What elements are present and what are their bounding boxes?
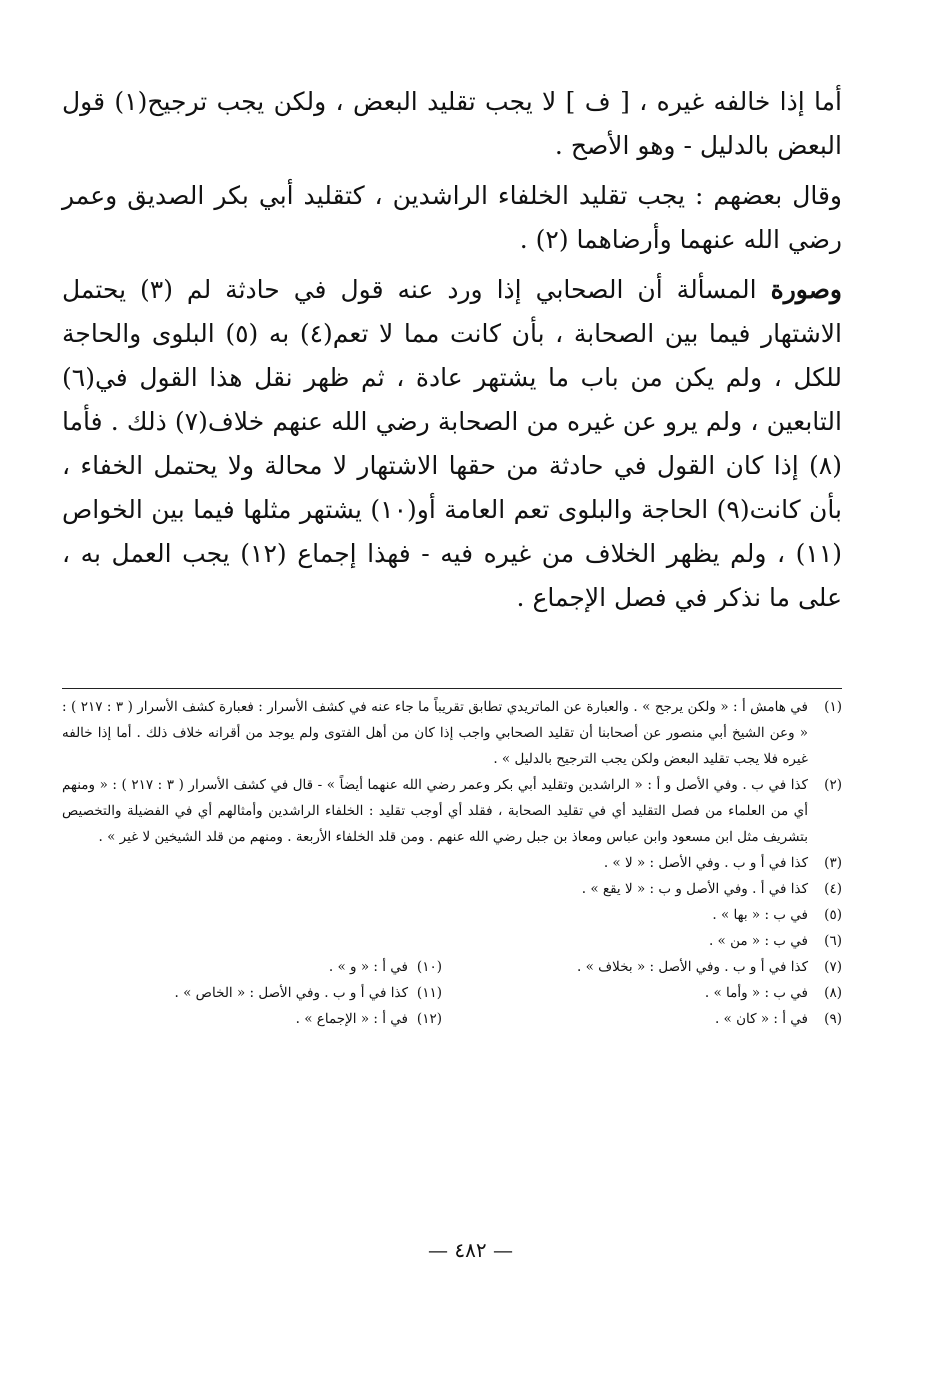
footnote-text: في أ : « كان » .: [714, 1011, 808, 1027]
paragraph-2: [62, 174, 842, 262]
footnote-number: (٦): [824, 933, 842, 949]
footnote-number: (١٢): [416, 1011, 442, 1027]
page-number: — ٤٨٢ —: [428, 1238, 513, 1262]
footnote-text: في ب : « من » .: [708, 933, 808, 949]
footnote-text: في ب : « بها » .: [712, 907, 808, 923]
footnotes-two-column: [62, 954, 842, 1032]
footnote-text: كذا في ب . وفي الأصل و أ : « الراشدين وتقليد أبي بكر وعمر رضي الله عنهما أيضاً » - قال في كشف الأسرار ( ٣ : ٢١٧ ) : « ومنهم أي من العلماء من فصل التقليد أي في تقليد الصحابة ، فقلد أي أوجب تقليد : الخلفاء الراشدين وأمثالهم أي في الفضيلة والتخصيص بتشريف مثل ابن مسعود وابن عباس ومعاذ بن جبل رضي الله عنهم . ومن قلد الخلفاء الأربعة . ومنهم من قلد الشيخين لا غير » .: [62, 777, 808, 845]
footnote: [62, 772, 842, 850]
footnote: [62, 980, 442, 1006]
paragraph-3-lead: وصورة: [770, 275, 842, 304]
footnote: [62, 850, 842, 876]
footnote: [62, 954, 442, 980]
paragraph-3-text: المسألة أن الصحابي إذا ورد عنه قول في حادثة لم (٣) يحتمل الاشتهار فيما بين الصحابة ، بأن كانت مما لا تعم(٤) به (٥) البلوى والحاجة للكل ، ولم يكن من باب ما يشتهر عادة ، ثم ظهر نقل هذا القول في(٦) التابعين ، ولم يرو عن غيره من الصحابة رضي الله عنهم خلاف(٧) ذلك . فأما (٨) إذا كان القول في حادثة من حقها الاشتهار لا محالة ولا يحتمل الخفاء ، بأن كانت(٩) الحاجة والبلوى تعم العامة أو(١٠) يشتهر مثلها فيما بين الخواص (١١) ، ولم يظهر الخلاف من غيره فيه - فهذا إجماع (١٢) يجب العمل به ، على ما نذكر في فصل الإجماع .: [62, 275, 843, 612]
footnote: [62, 1006, 442, 1032]
footnote-divider: [62, 688, 842, 689]
footnote: [62, 694, 842, 772]
footnote-text: كذا في أ و ب . وفي الأصل : « الخاص » .: [174, 985, 408, 1001]
paragraph-1: [62, 80, 842, 168]
footnote-number: (٤): [824, 881, 842, 897]
footnote-text: كذا في أ و ب . وفي الأصل : « لا » .: [603, 855, 808, 871]
footnotes: [62, 694, 842, 1032]
footnote-number: (١١): [416, 985, 442, 1001]
main-text: [62, 80, 842, 626]
paragraph-3: [62, 268, 842, 620]
footnote-number: (٧): [824, 959, 842, 975]
paragraph-2-text: وقال بعضهم : يجب تقليد الخلفاء الراشدين ، كتقليد أبي بكر الصديق وعمر رضي الله عنهما وأرضاهما (٢) .: [62, 181, 842, 254]
footnote-text: في أ : « الإجماع » .: [295, 1011, 408, 1027]
footnote: [462, 980, 842, 1006]
footnote-number: (٢): [824, 777, 842, 793]
footnote-text: كذا في أ . وفي الأصل و ب : « لا يقع » .: [581, 881, 808, 897]
footnote-number: (٨): [824, 985, 842, 1001]
footnote-number: (١٠): [416, 959, 442, 975]
footnote: [462, 954, 842, 980]
footnote: [62, 928, 842, 954]
footnote-number: (١): [824, 699, 842, 715]
footnote-text: في هامش أ : « ولكن يرجح » . والعبارة عن الماتريدي تطابق تقريباً ما جاء عنه في كشف الأسرار : فعبارة كشف الأسرار ( ٣ : ٢١٧ ) : « وعن الشيخ أبي منصور عن أصحابنا أن تقليد الصحابي واجب إذا كان من أهل الفتوى ولم يوجد من أقرانه خلاف ذلك . أما إذا خالفه غيره فلا يجب تقليد البعض ولكن يجب الترجيح بالدليل » .: [62, 699, 808, 767]
footnote-text: في ب : « وأما » .: [704, 985, 808, 1001]
footnote-text: كذا في أ و ب . وفي الأصل : « بخلاف » .: [577, 959, 808, 975]
footnote-number: (٩): [824, 1011, 842, 1027]
footnote: [62, 876, 842, 902]
footnote-number: (٣): [824, 855, 842, 871]
footnote-text: في أ : « و » .: [328, 959, 408, 975]
footnote: [62, 902, 842, 928]
footnote-number: (٥): [824, 907, 842, 923]
footnote: [462, 1006, 842, 1032]
paragraph-1-text: أما إذا خالفه غيره ، [ ف ] لا يجب تقليد البعض ، ولكن يجب ترجيح(١) قول البعض بالدليل - وهو الأصح .: [62, 87, 842, 160]
